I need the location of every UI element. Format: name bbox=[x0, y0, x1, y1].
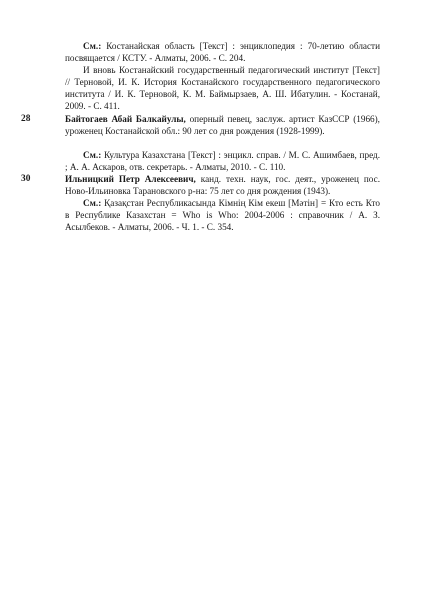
entry-30 bbox=[65, 173, 380, 197]
person-name: Ильницкий Петр Алексеевич, bbox=[65, 174, 196, 184]
entry-28 bbox=[65, 113, 380, 137]
reference-text: Костанайская область [Текст] : энциклопедия : 70-летию области посвящается / КСТУ. - Алматы, 2006. - С. 204. bbox=[65, 41, 380, 64]
person-name: Байтогаев Абай Балкайулы, bbox=[65, 114, 186, 124]
see-label: См.: bbox=[83, 198, 102, 208]
reference-text: И вновь Костанайский государственный педагогический институт [Текст] // Терновой, И. К. История Костанайского государственного педагогического института / И. К. Терновой, К. М. Баймырзаев, А. Ш. Ибатулин. - Костанай, 2009. - С. 411. bbox=[65, 65, 380, 112]
reference-text: Қазақстан Республикасында Кімнің Кім екеш [Мәтін] = Кто есть Кто в Республике Казахстан = Who is Who: 2004-2006 : справочник / А. З. Асылбеков. - Алматы, 2006. - Ч. 1. - С. 354. bbox=[65, 198, 380, 233]
entry-description: оперный певец, заслуж. артист КазССР (1966), уроженец Костанайской обл.: 90 лет со дня рождения (1928-1999). bbox=[65, 114, 380, 137]
see-label: См.: bbox=[83, 41, 102, 51]
reference-block-3 bbox=[65, 149, 380, 173]
reference-text: Культура Казахстана [Текст] : энцикл. справ. / М. С. Ашимбаев, пред. ; А. А. Аскаров, отв. секретарь. - Алматы, 2010. - С. 110. bbox=[65, 150, 380, 173]
entry-number-28: 28 bbox=[21, 114, 31, 124]
reference-block-4 bbox=[65, 197, 380, 233]
reference-block-1 bbox=[65, 40, 380, 64]
entry-number-30: 30 bbox=[21, 174, 31, 184]
entry-description: канд. техн. наук, гос. деят., уроженец пос. Ново-Ильиновка Тарановского р-на: 75 лет со дня рождения (1943). bbox=[65, 174, 380, 197]
see-label: См.: bbox=[83, 150, 102, 160]
reference-block-2 bbox=[65, 64, 380, 112]
